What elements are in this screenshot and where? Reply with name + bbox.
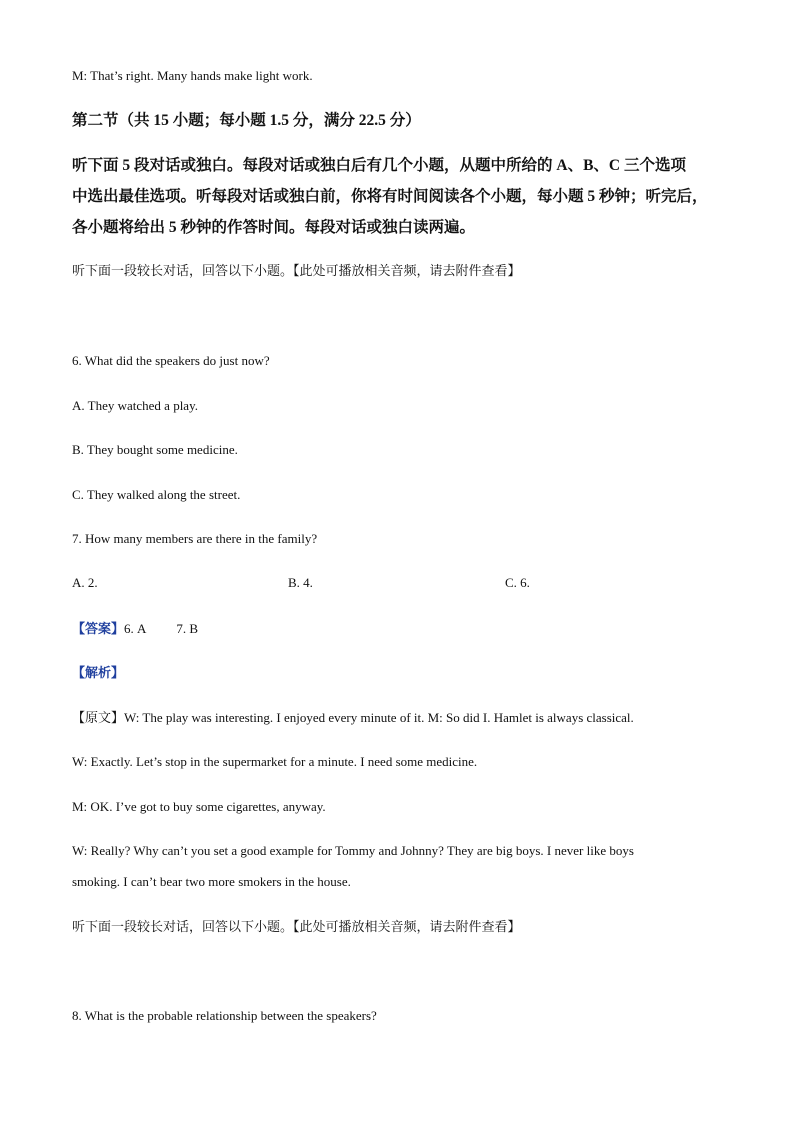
section-title: 第二节（共 15 小题；每小题 1.5 分，满分 22.5 分） (72, 112, 421, 129)
analysis-row (72, 664, 124, 682)
transcript-line-2: W: Exactly. Let’s stop in the supermarket for a minute. I need some medicine. (72, 754, 478, 769)
analysis-tag: 【解析】 (72, 665, 125, 680)
question-7-option-c: C. 6. (505, 575, 530, 590)
instruction-line-3: 各小题将给出 5 秒钟的作答时间。每段对话或独白读两遍。 (72, 219, 476, 236)
answer-tag: 【答案】 (72, 621, 125, 636)
question-6-option-a: A. They watched a play. (72, 398, 198, 413)
transcript-line-3: M: OK. I’ve got to buy some cigarettes, anyway. (72, 799, 326, 814)
answer-7: 7. B (176, 621, 199, 636)
dialogue-line: M: That’s right. Many hands make light work. (72, 68, 313, 83)
question-7: 7. How many members are there in the family? (72, 531, 318, 546)
answer-row (72, 620, 198, 638)
transcript-line-1 (72, 709, 634, 727)
question-8: 8. What is the probable relationship between the speakers? (72, 1008, 377, 1023)
question-6-option-c: C. They walked along the street. (72, 487, 241, 502)
question-7-option-b: B. 4. (288, 575, 313, 590)
question-7-option-a: A. 2. (72, 575, 98, 590)
answer-6: 6. A (124, 621, 147, 636)
transcript-text: W: The play was interesting. I enjoyed every minute of it. M: So did I. Hamlet is always classical. (124, 710, 634, 725)
listen-prompt-2: 听下面一段较长对话，回答以下小题。【此处可播放相关音频，请去附件查看】 (72, 919, 521, 934)
original-tag: 【原文】 (72, 710, 125, 725)
instruction-line-1: 听下面 5 段对话或独白。每段对话或独白后有几个小题，从题中所给的 A、B、C 三个选项 (72, 157, 686, 174)
question-6-option-b: B. They bought some medicine. (72, 442, 238, 457)
transcript-line-5: smoking. I can’t bear two more smokers in the house. (72, 874, 351, 889)
listen-prompt: 听下面一段较长对话，回答以下小题。【此处可播放相关音频，请去附件查看】 (72, 263, 521, 278)
question-6: 6. What did the speakers do just now? (72, 353, 270, 368)
instruction-line-2: 中选出最佳选项。听每段对话或独白前，你将有时间阅读各个小题，每小题 5 秒钟；听完后， (72, 188, 708, 205)
transcript-line-4: W: Really? Why can’t you set a good example for Tommy and Johnny? They are big boys. I never like boys (72, 843, 634, 858)
